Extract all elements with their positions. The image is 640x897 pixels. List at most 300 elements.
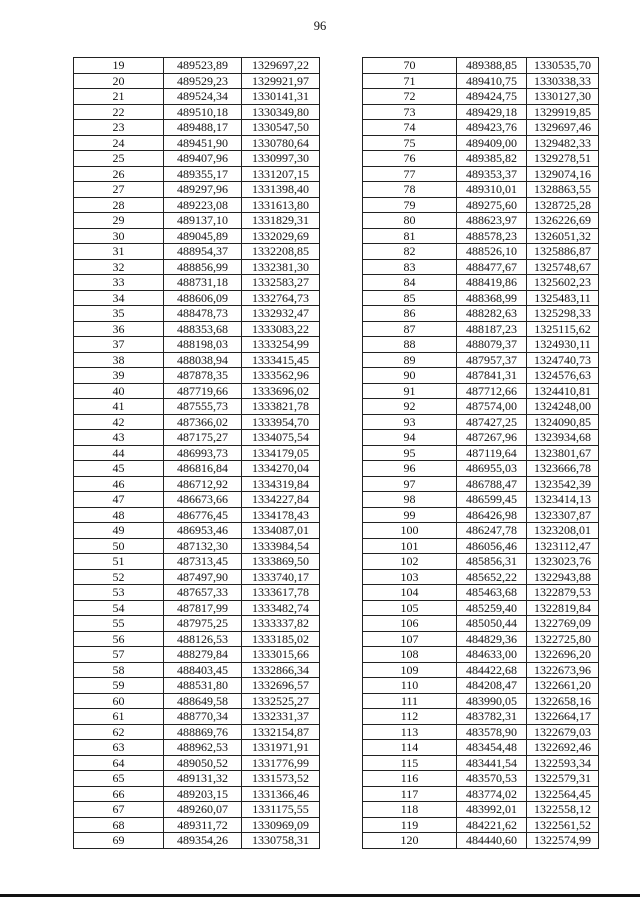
x-coordinate-cell: 488856,99 [164, 259, 242, 275]
table-row [74, 802, 320, 818]
table-row [363, 585, 599, 601]
point-number-cell: 90 [363, 368, 457, 384]
table-row [74, 585, 320, 601]
point-number-cell: 68 [74, 817, 164, 833]
table-row [74, 678, 320, 694]
y-coordinate-cell: 1333185,02 [242, 631, 320, 647]
x-coordinate-cell: 489488,17 [164, 120, 242, 136]
y-coordinate-cell: 1325298,33 [527, 306, 599, 322]
point-number-cell: 36 [74, 321, 164, 337]
point-number-cell: 70 [363, 58, 457, 74]
point-number-cell: 23 [74, 120, 164, 136]
x-coordinate-cell: 487366,02 [164, 414, 242, 430]
y-coordinate-cell: 1334087,01 [242, 523, 320, 539]
x-coordinate-cell: 488623,97 [457, 213, 527, 229]
x-coordinate-cell: 489410,75 [457, 73, 527, 89]
point-number-cell: 55 [74, 616, 164, 632]
point-number-cell: 52 [74, 569, 164, 585]
x-coordinate-cell: 483570,53 [457, 771, 527, 787]
x-coordinate-cell: 486056,46 [457, 538, 527, 554]
table-row [74, 476, 320, 492]
x-coordinate-cell: 488198,03 [164, 337, 242, 353]
point-number-cell: 107 [363, 631, 457, 647]
y-coordinate-cell: 1330758,31 [242, 833, 320, 849]
point-number-cell: 115 [363, 755, 457, 771]
y-coordinate-cell: 1332932,47 [242, 306, 320, 322]
point-number-cell: 108 [363, 647, 457, 663]
x-coordinate-cell: 489311,72 [164, 817, 242, 833]
table-row [363, 662, 599, 678]
y-coordinate-cell: 1322692,46 [527, 740, 599, 756]
x-coordinate-cell: 488526,10 [457, 244, 527, 260]
x-coordinate-cell: 486247,78 [457, 523, 527, 539]
x-coordinate-cell: 487119,64 [457, 445, 527, 461]
x-coordinate-cell: 484633,00 [457, 647, 527, 663]
table-row [74, 104, 320, 120]
x-coordinate-cell: 488187,23 [457, 321, 527, 337]
y-coordinate-cell: 1322579,31 [527, 771, 599, 787]
table-row [74, 368, 320, 384]
x-coordinate-cell: 483782,31 [457, 709, 527, 725]
y-coordinate-cell: 1322564,45 [527, 786, 599, 802]
y-coordinate-cell: 1323542,39 [527, 476, 599, 492]
y-coordinate-cell: 1333254,99 [242, 337, 320, 353]
point-number-cell: 41 [74, 399, 164, 415]
y-coordinate-cell: 1330969,09 [242, 817, 320, 833]
y-coordinate-cell: 1325602,23 [527, 275, 599, 291]
table-row [363, 678, 599, 694]
point-number-cell: 77 [363, 166, 457, 182]
point-number-cell: 51 [74, 554, 164, 570]
table-row [74, 538, 320, 554]
point-number-cell: 48 [74, 507, 164, 523]
point-number-cell: 44 [74, 445, 164, 461]
point-number-cell: 69 [74, 833, 164, 849]
y-coordinate-cell: 1333562,96 [242, 368, 320, 384]
x-coordinate-cell: 488477,67 [457, 259, 527, 275]
y-coordinate-cell: 1333740,17 [242, 569, 320, 585]
point-number-cell: 92 [363, 399, 457, 415]
table-row [74, 151, 320, 167]
point-number-cell: 117 [363, 786, 457, 802]
table-row [363, 337, 599, 353]
table-body [74, 58, 320, 849]
point-number-cell: 59 [74, 678, 164, 694]
y-coordinate-cell: 1333415,45 [242, 352, 320, 368]
y-coordinate-cell: 1322664,17 [527, 709, 599, 725]
table-row [363, 647, 599, 663]
point-number-cell: 88 [363, 337, 457, 353]
y-coordinate-cell: 1325748,67 [527, 259, 599, 275]
x-coordinate-cell: 487555,73 [164, 399, 242, 415]
x-coordinate-cell: 489523,89 [164, 58, 242, 74]
x-coordinate-cell: 489407,96 [164, 151, 242, 167]
y-coordinate-cell: 1330997,30 [242, 151, 320, 167]
table-row [363, 58, 599, 74]
point-number-cell: 93 [363, 414, 457, 430]
table-row [363, 833, 599, 849]
x-coordinate-cell: 483774,02 [457, 786, 527, 802]
table-row [363, 352, 599, 368]
y-coordinate-cell: 1324740,73 [527, 352, 599, 368]
point-number-cell: 47 [74, 492, 164, 508]
x-coordinate-cell: 489424,75 [457, 89, 527, 105]
x-coordinate-cell: 489050,52 [164, 755, 242, 771]
x-coordinate-cell: 483992,01 [457, 802, 527, 818]
table-row [363, 430, 599, 446]
y-coordinate-cell: 1332866,34 [242, 662, 320, 678]
point-number-cell: 97 [363, 476, 457, 492]
y-coordinate-cell: 1332525,27 [242, 693, 320, 709]
point-number-cell: 45 [74, 461, 164, 477]
x-coordinate-cell: 487719,66 [164, 383, 242, 399]
point-number-cell: 109 [363, 662, 457, 678]
y-coordinate-cell: 1324930,11 [527, 337, 599, 353]
point-number-cell: 24 [74, 135, 164, 151]
y-coordinate-cell: 1328725,28 [527, 197, 599, 213]
y-coordinate-cell: 1325483,11 [527, 290, 599, 306]
coordinates-table-right [362, 57, 599, 849]
x-coordinate-cell: 483990,05 [457, 693, 527, 709]
y-coordinate-cell: 1326051,32 [527, 228, 599, 244]
table-row [74, 399, 320, 415]
point-number-cell: 74 [363, 120, 457, 136]
x-coordinate-cell: 487878,35 [164, 368, 242, 384]
x-coordinate-cell: 487175,27 [164, 430, 242, 446]
x-coordinate-cell: 487817,99 [164, 600, 242, 616]
x-coordinate-cell: 488038,94 [164, 352, 242, 368]
x-coordinate-cell: 487313,45 [164, 554, 242, 570]
point-number-cell: 100 [363, 523, 457, 539]
table-row [363, 368, 599, 384]
y-coordinate-cell: 1331398,40 [242, 182, 320, 198]
x-coordinate-cell: 489275,60 [457, 197, 527, 213]
point-number-cell: 71 [363, 73, 457, 89]
y-coordinate-cell: 1322943,88 [527, 569, 599, 585]
point-number-cell: 106 [363, 616, 457, 632]
y-coordinate-cell: 1334075,54 [242, 430, 320, 446]
point-number-cell: 65 [74, 771, 164, 787]
table-row [74, 228, 320, 244]
table-row [363, 817, 599, 833]
y-coordinate-cell: 1325886,87 [527, 244, 599, 260]
point-number-cell: 105 [363, 600, 457, 616]
point-number-cell: 110 [363, 678, 457, 694]
y-coordinate-cell: 1329919,85 [527, 104, 599, 120]
x-coordinate-cell: 489510,18 [164, 104, 242, 120]
table-row [363, 290, 599, 306]
x-coordinate-cell: 486599,45 [457, 492, 527, 508]
table-row [363, 554, 599, 570]
x-coordinate-cell: 489385,82 [457, 151, 527, 167]
x-coordinate-cell: 488962,53 [164, 740, 242, 756]
point-number-cell: 27 [74, 182, 164, 198]
point-number-cell: 84 [363, 275, 457, 291]
table-row [74, 120, 320, 136]
point-number-cell: 32 [74, 259, 164, 275]
point-number-cell: 104 [363, 585, 457, 601]
table-row [363, 616, 599, 632]
table-row [363, 73, 599, 89]
table-row [363, 445, 599, 461]
y-coordinate-cell: 1334319,84 [242, 476, 320, 492]
table-row [363, 569, 599, 585]
x-coordinate-cell: 488279,84 [164, 647, 242, 663]
point-number-cell: 22 [74, 104, 164, 120]
table-row [74, 740, 320, 756]
x-coordinate-cell: 487574,00 [457, 399, 527, 415]
y-coordinate-cell: 1322725,80 [527, 631, 599, 647]
y-coordinate-cell: 1330780,64 [242, 135, 320, 151]
x-coordinate-cell: 488079,37 [457, 337, 527, 353]
table-row [74, 771, 320, 787]
x-coordinate-cell: 487841,31 [457, 368, 527, 384]
x-coordinate-cell: 486673,66 [164, 492, 242, 508]
y-coordinate-cell: 1322558,12 [527, 802, 599, 818]
x-coordinate-cell: 486712,92 [164, 476, 242, 492]
y-coordinate-cell: 1322593,34 [527, 755, 599, 771]
x-coordinate-cell: 483454,48 [457, 740, 527, 756]
y-coordinate-cell: 1332331,37 [242, 709, 320, 725]
table-row [363, 786, 599, 802]
point-number-cell: 67 [74, 802, 164, 818]
table-row [74, 89, 320, 105]
table-row [74, 833, 320, 849]
point-number-cell: 82 [363, 244, 457, 260]
y-coordinate-cell: 1323414,13 [527, 492, 599, 508]
table-row [74, 182, 320, 198]
y-coordinate-cell: 1332029,69 [242, 228, 320, 244]
y-coordinate-cell: 1322696,20 [527, 647, 599, 663]
point-number-cell: 103 [363, 569, 457, 585]
y-coordinate-cell: 1324576,63 [527, 368, 599, 384]
table-row [74, 275, 320, 291]
point-number-cell: 63 [74, 740, 164, 756]
table-row [74, 244, 320, 260]
x-coordinate-cell: 489409,00 [457, 135, 527, 151]
point-number-cell: 43 [74, 430, 164, 446]
table-row [74, 507, 320, 523]
y-coordinate-cell: 1331613,80 [242, 197, 320, 213]
point-number-cell: 53 [74, 585, 164, 601]
table-row [74, 786, 320, 802]
table-row [363, 306, 599, 322]
x-coordinate-cell: 483441,54 [457, 755, 527, 771]
x-coordinate-cell: 488606,09 [164, 290, 242, 306]
point-number-cell: 101 [363, 538, 457, 554]
y-coordinate-cell: 1323307,87 [527, 507, 599, 523]
x-coordinate-cell: 486955,03 [457, 461, 527, 477]
point-number-cell: 85 [363, 290, 457, 306]
x-coordinate-cell: 489388,85 [457, 58, 527, 74]
table-row [74, 58, 320, 74]
y-coordinate-cell: 1325115,62 [527, 321, 599, 337]
y-coordinate-cell: 1333482,74 [242, 600, 320, 616]
point-number-cell: 19 [74, 58, 164, 74]
y-coordinate-cell: 1323801,67 [527, 445, 599, 461]
table-row [363, 631, 599, 647]
table-row [363, 197, 599, 213]
y-coordinate-cell: 1330338,33 [527, 73, 599, 89]
x-coordinate-cell: 489203,15 [164, 786, 242, 802]
x-coordinate-cell: 488869,76 [164, 724, 242, 740]
point-number-cell: 34 [74, 290, 164, 306]
y-coordinate-cell: 1323023,76 [527, 554, 599, 570]
point-number-cell: 57 [74, 647, 164, 663]
x-coordinate-cell: 487657,33 [164, 585, 242, 601]
point-number-cell: 72 [363, 89, 457, 105]
y-coordinate-cell: 1331366,46 [242, 786, 320, 802]
table-row [363, 476, 599, 492]
table-row [74, 383, 320, 399]
point-number-cell: 75 [363, 135, 457, 151]
x-coordinate-cell: 489429,18 [457, 104, 527, 120]
x-coordinate-cell: 489524,34 [164, 89, 242, 105]
table-row [363, 600, 599, 616]
y-coordinate-cell: 1323666,78 [527, 461, 599, 477]
y-coordinate-cell: 1333869,50 [242, 554, 320, 570]
y-coordinate-cell: 1322561,52 [527, 817, 599, 833]
table-row [74, 337, 320, 353]
table-row [74, 290, 320, 306]
table-row [74, 600, 320, 616]
y-coordinate-cell: 1323208,01 [527, 523, 599, 539]
x-coordinate-cell: 486776,45 [164, 507, 242, 523]
y-coordinate-cell: 1332696,57 [242, 678, 320, 694]
x-coordinate-cell: 484422,68 [457, 662, 527, 678]
point-number-cell: 29 [74, 213, 164, 229]
point-number-cell: 78 [363, 182, 457, 198]
table-row [74, 817, 320, 833]
x-coordinate-cell: 489353,37 [457, 166, 527, 182]
coordinates-table-left [73, 57, 320, 849]
point-number-cell: 112 [363, 709, 457, 725]
y-coordinate-cell: 1330535,70 [527, 58, 599, 74]
table-row [74, 709, 320, 725]
y-coordinate-cell: 1322679,03 [527, 724, 599, 740]
point-number-cell: 33 [74, 275, 164, 291]
x-coordinate-cell: 483578,90 [457, 724, 527, 740]
point-number-cell: 35 [74, 306, 164, 322]
table-row [74, 616, 320, 632]
point-number-cell: 119 [363, 817, 457, 833]
x-coordinate-cell: 485050,44 [457, 616, 527, 632]
y-coordinate-cell: 1329074,16 [527, 166, 599, 182]
table-row [74, 755, 320, 771]
x-coordinate-cell: 484208,47 [457, 678, 527, 694]
table-row [363, 461, 599, 477]
table-row [363, 213, 599, 229]
table-row [363, 259, 599, 275]
x-coordinate-cell: 489529,23 [164, 73, 242, 89]
x-coordinate-cell: 488770,34 [164, 709, 242, 725]
point-number-cell: 66 [74, 786, 164, 802]
table-row [74, 647, 320, 663]
y-coordinate-cell: 1333015,66 [242, 647, 320, 663]
table-row [363, 740, 599, 756]
y-coordinate-cell: 1333954,70 [242, 414, 320, 430]
table-row [363, 399, 599, 415]
table-row [74, 259, 320, 275]
y-coordinate-cell: 1322658,16 [527, 693, 599, 709]
y-coordinate-cell: 1331971,91 [242, 740, 320, 756]
x-coordinate-cell: 488282,63 [457, 306, 527, 322]
table-row [74, 724, 320, 740]
x-coordinate-cell: 486993,73 [164, 445, 242, 461]
y-coordinate-cell: 1331207,15 [242, 166, 320, 182]
point-number-cell: 58 [74, 662, 164, 678]
table-row [363, 321, 599, 337]
point-number-cell: 30 [74, 228, 164, 244]
table-row [74, 569, 320, 585]
point-number-cell: 64 [74, 755, 164, 771]
table-row [74, 321, 320, 337]
y-coordinate-cell: 1326226,69 [527, 213, 599, 229]
x-coordinate-cell: 488478,73 [164, 306, 242, 322]
y-coordinate-cell: 1322673,96 [527, 662, 599, 678]
table-row [363, 383, 599, 399]
table-row [363, 693, 599, 709]
y-coordinate-cell: 1334227,84 [242, 492, 320, 508]
table-row [74, 554, 320, 570]
x-coordinate-cell: 486953,46 [164, 523, 242, 539]
x-coordinate-cell: 487712,66 [457, 383, 527, 399]
y-coordinate-cell: 1331573,52 [242, 771, 320, 787]
y-coordinate-cell: 1324090,85 [527, 414, 599, 430]
x-coordinate-cell: 487132,30 [164, 538, 242, 554]
x-coordinate-cell: 488531,80 [164, 678, 242, 694]
y-coordinate-cell: 1330547,50 [242, 120, 320, 136]
point-number-cell: 118 [363, 802, 457, 818]
table-row [363, 724, 599, 740]
x-coordinate-cell: 486788,47 [457, 476, 527, 492]
point-number-cell: 28 [74, 197, 164, 213]
y-coordinate-cell: 1334178,43 [242, 507, 320, 523]
y-coordinate-cell: 1333821,78 [242, 399, 320, 415]
point-number-cell: 39 [74, 368, 164, 384]
table-row [363, 182, 599, 198]
y-coordinate-cell: 1329278,51 [527, 151, 599, 167]
y-coordinate-cell: 1329482,33 [527, 135, 599, 151]
x-coordinate-cell: 489355,17 [164, 166, 242, 182]
table-row [363, 135, 599, 151]
y-coordinate-cell: 1322819,84 [527, 600, 599, 616]
x-coordinate-cell: 489223,08 [164, 197, 242, 213]
point-number-cell: 50 [74, 538, 164, 554]
x-coordinate-cell: 489354,26 [164, 833, 242, 849]
y-coordinate-cell: 1331776,99 [242, 755, 320, 771]
point-number-cell: 49 [74, 523, 164, 539]
point-number-cell: 111 [363, 693, 457, 709]
point-number-cell: 120 [363, 833, 457, 849]
point-number-cell: 60 [74, 693, 164, 709]
point-number-cell: 80 [363, 213, 457, 229]
table-row [74, 414, 320, 430]
point-number-cell: 87 [363, 321, 457, 337]
table-row [74, 352, 320, 368]
point-number-cell: 56 [74, 631, 164, 647]
table-row [363, 151, 599, 167]
y-coordinate-cell: 1322879,53 [527, 585, 599, 601]
x-coordinate-cell: 485652,22 [457, 569, 527, 585]
x-coordinate-cell: 485463,68 [457, 585, 527, 601]
y-coordinate-cell: 1329921,97 [242, 73, 320, 89]
table-row [363, 414, 599, 430]
point-number-cell: 40 [74, 383, 164, 399]
x-coordinate-cell: 484221,62 [457, 817, 527, 833]
point-number-cell: 98 [363, 492, 457, 508]
y-coordinate-cell: 1333337,82 [242, 616, 320, 632]
